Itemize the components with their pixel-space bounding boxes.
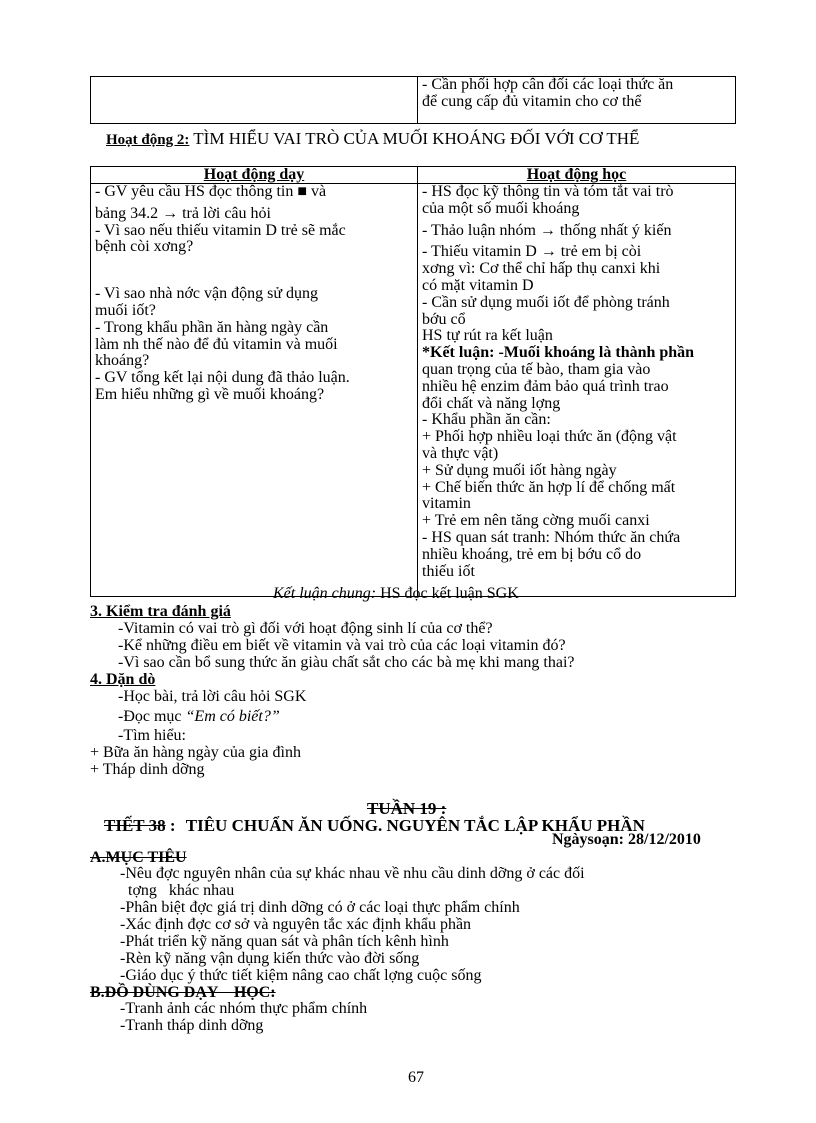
learning-line: nhiều khoáng, trẻ em bị bớu cổ do bbox=[422, 545, 642, 563]
learning-line: + Chế biến thức ăn hợp lí để chống mất bbox=[422, 478, 676, 496]
general-conclusion-text: HS đọc kết luận SGK bbox=[380, 585, 519, 602]
teaching-line: bệnh còi xơng? bbox=[95, 238, 194, 256]
learning-line: - Thảo luận nhóm → thống nhất ý kiến bbox=[422, 221, 672, 239]
top-table-right-cell bbox=[418, 77, 736, 124]
learning-line: xơng vì: Cơ thể chỉ hấp thụ canxi khi bbox=[422, 260, 661, 278]
activity-table bbox=[90, 166, 736, 597]
sectionA-item: -Nêu đợc nguyên nhân của sự khác nhau về nhu cầu dinh dỡng ở các đối bbox=[120, 865, 585, 882]
sectionA-item: -Phân biệt đợc giá trị dinh dỡng có ở các loại thực phẩm chính bbox=[120, 899, 520, 916]
section3-heading: 3. Kiểm tra đánh giá bbox=[90, 603, 231, 620]
lesson-date: Ngàysoạn: 28/12/2010 bbox=[552, 831, 701, 848]
learning-line: - Thiếu vitamin D → trẻ em bị còi bbox=[422, 243, 642, 261]
sectionA-item: -Phát triển kỹ năng quan sát và phân tích kênh hình bbox=[120, 933, 449, 950]
section4-item: -Học bài, trả lời câu hỏi SGK bbox=[118, 688, 307, 705]
section4-heading: 4. Dặn dò bbox=[90, 671, 156, 688]
teaching-line: - GV tổng kết lại nội dung đã thảo luận. bbox=[95, 369, 350, 387]
teaching-line: - Vì sao nhà nớc vận động sử dụng bbox=[95, 285, 319, 303]
page-number: 67 bbox=[408, 1069, 424, 1086]
teaching-cell bbox=[91, 184, 418, 597]
section4-item: + Bữa ăn hàng ngày của gia đình bbox=[90, 744, 301, 761]
section4-item2-prefix: -Đọc mục bbox=[118, 708, 182, 725]
activity2-title: TÌM HIỂU VAI TRÒ CỦA MUỐI KHOÁNG ĐỐI VỚI CƠ THỂ bbox=[193, 129, 640, 148]
learning-line: và thực vật) bbox=[422, 444, 499, 462]
section3-item: -Vì sao cần bổ sung thức ăn giàu chất sắt cho các bà mẹ khi mang thai? bbox=[118, 654, 575, 671]
teaching-line: muối iốt? bbox=[95, 301, 156, 319]
sectionB-heading: B.ĐỒ DÙNG DẠY HỌC: bbox=[90, 984, 276, 1001]
sectionA-item: -Xác định đợc cơ sở và nguyên tắc xác định khẩu phần bbox=[120, 916, 472, 933]
learning-line: vitamin bbox=[422, 495, 471, 513]
lesson-colon: : bbox=[169, 816, 176, 835]
learning-line: đổi chất và năng lợng bbox=[422, 394, 561, 412]
sectionA-item: -Giáo dục ý thức tiết kiệm nâng cao chất lợng cuộc sống bbox=[120, 967, 482, 984]
teaching-line: - Trong khẩu phần ăn hàng ngày cần bbox=[95, 318, 329, 336]
top-right-line: - Cần phối hợp cân đối các loại thức ăn bbox=[422, 76, 674, 93]
teaching-line: khoáng? bbox=[95, 352, 150, 370]
learning-line: quan trọng của tế bào, tham gia vào bbox=[422, 360, 651, 378]
learning-line: + Phối hợp nhiều loại thức ăn (động vật bbox=[422, 428, 677, 446]
lesson-title: TIÊU CHUẨN ĂN UỐNG. NGUYÊN TẮC LẬP KHẨU PHẦN bbox=[185, 816, 645, 835]
general-conclusion bbox=[273, 586, 519, 603]
teaching-line: bảng 34.2 → trả lời câu hỏi bbox=[95, 204, 271, 222]
section4-item bbox=[118, 709, 280, 726]
general-conclusion-label: Kết luận chung: bbox=[273, 585, 377, 602]
activity2-label: Hoạt động 2: bbox=[106, 132, 190, 148]
activity2-heading bbox=[106, 130, 639, 149]
learning-line: + Trẻ em nên tăng cờng muối canxi bbox=[422, 512, 650, 530]
sectionA-item: tợng khác nhau bbox=[120, 882, 235, 899]
lesson-label: TIẾT 38 bbox=[104, 816, 166, 835]
top-right-line: để cung cấp đủ vitamin cho cơ thể bbox=[422, 92, 642, 110]
section4-item: -Tìm hiểu: bbox=[118, 727, 186, 744]
teaching-line: Em hiểu những gì về muối khoáng? bbox=[95, 385, 325, 403]
learning-line: có mặt vitamin D bbox=[422, 276, 534, 294]
teaching-line: làm nh thế nào để đủ vitamin và muối bbox=[95, 335, 338, 353]
learning-line: HS tự rút ra kết luận bbox=[422, 327, 553, 345]
sectionA-heading: A.MỤC TIÊU bbox=[90, 849, 187, 866]
teaching-line: - GV yêu cầu HS đọc thông tin ■ và bbox=[95, 183, 327, 200]
week-heading: TUẦN 19 : bbox=[367, 799, 447, 818]
learning-line: - Cần sử dụng muối iốt để phòng tránh bbox=[422, 293, 670, 311]
learning-line: + Sử dụng muối iốt hàng ngày bbox=[422, 461, 617, 479]
learning-line: của một số muối khoáng bbox=[422, 199, 580, 217]
learning-line: - HS quan sát tranh: Nhóm thức ăn chứa bbox=[422, 528, 681, 546]
learning-line: - HS đọc kỹ thông tin và tóm tắt vai trò bbox=[422, 183, 674, 200]
teaching-line: - Vì sao nếu thiếu vitamin D trẻ sẽ mắc bbox=[95, 221, 346, 239]
header-teaching: Hoạt động dạy bbox=[91, 167, 418, 184]
learning-line: thiếu iốt bbox=[422, 562, 475, 580]
learning-cell bbox=[418, 184, 736, 597]
learning-conclusion-line: *Kết luận: -Muối khoáng là thành phần bbox=[422, 344, 695, 362]
learning-line: - Khẩu phần ăn cần: bbox=[422, 411, 551, 429]
top-table-left-cell bbox=[91, 77, 418, 124]
section3-item: -Kể những điều em biết về vitamin và vai trò của các loại vitamin đó? bbox=[118, 637, 566, 654]
sectionB-item: -Tranh ảnh các nhóm thực phẩm chính bbox=[120, 1000, 368, 1017]
header-learning: Hoạt động học bbox=[418, 167, 736, 184]
sectionB-item: -Tranh tháp dinh dỡng bbox=[120, 1017, 264, 1034]
top-table bbox=[90, 76, 736, 124]
section4-item2-italic: “Em có biết?” bbox=[185, 708, 280, 725]
learning-line: bớu cổ bbox=[422, 310, 466, 328]
sectionA-item: -Rèn kỹ năng vận dụng kiến thức vào đời sống bbox=[120, 950, 420, 967]
section4-item: + Tháp dinh dỡng bbox=[90, 761, 205, 778]
learning-line: nhiều hệ enzim đảm bảo quá trình trao bbox=[422, 377, 669, 395]
section3-item: -Vitamin có vai trò gì đối với hoạt động sinh lí của cơ thể? bbox=[118, 620, 493, 637]
